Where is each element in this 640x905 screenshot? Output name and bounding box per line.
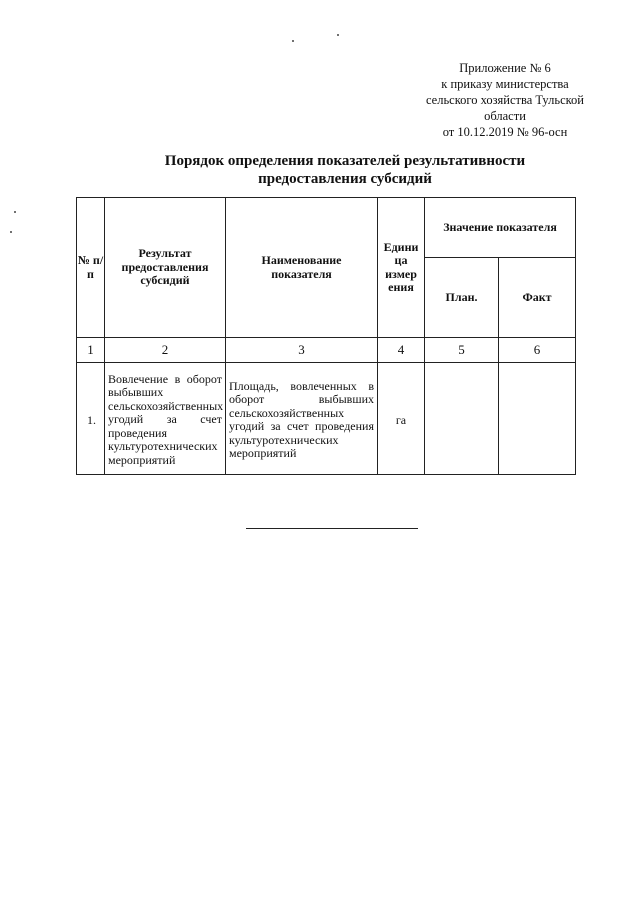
appendix-region: области (484, 109, 526, 123)
header-num: № п/п (77, 198, 105, 338)
scan-speck (10, 231, 12, 233)
closing-line (246, 528, 418, 529)
row-plan (425, 363, 499, 475)
column-number: 4 (378, 338, 425, 363)
scan-speck (337, 34, 339, 36)
row-unit (378, 363, 425, 475)
header-fact: Факт (499, 258, 576, 338)
appendix-header (390, 60, 620, 140)
row-number (77, 363, 105, 475)
appendix-date-number: от 10.12.2019 № 96-осн (442, 125, 568, 139)
table-row (77, 363, 576, 475)
header-plan: План. (425, 258, 499, 338)
column-number: 3 (226, 338, 378, 363)
scan-speck (14, 211, 16, 213)
column-number: 5 (425, 338, 499, 363)
table-header-row (77, 198, 576, 258)
scan-speck (292, 40, 294, 42)
title-line-1: Порядок определения показателей результативности (164, 153, 526, 169)
appendix-number: Приложение № 6 (459, 61, 551, 75)
column-numbers-row (77, 338, 576, 363)
header-indicator-value: Значение показателя (425, 198, 576, 258)
header-unit: Едини ца измер ения (378, 198, 425, 338)
column-number: 6 (499, 338, 576, 363)
document-title (60, 152, 630, 188)
column-number: 1 (77, 338, 105, 363)
appendix-ministry: сельского хозяйства Тульской (425, 93, 584, 107)
row-result-text: Вовлечение в оборот выбывших сельскохозяйственных угодий за счет проведения культуротехнических мероприятий (108, 371, 224, 467)
row-indicator-name (226, 363, 378, 475)
header-indicator-name: Наименование показателя (226, 198, 378, 338)
column-number: 2 (105, 338, 226, 363)
appendix-order-ref: к приказу министерства (441, 77, 569, 91)
row-indicator-name-text: Площадь, вовлеченных в оборот выбывших сельскохозяйственных угодий за счет проведения культуротехнических мероприятий (229, 378, 374, 460)
row-result (105, 363, 226, 475)
row-number-text: 1. (87, 412, 96, 427)
row-fact (499, 363, 576, 475)
indicators-table (76, 197, 576, 475)
title-line-2: предоставления субсидий (258, 171, 432, 187)
row-unit-text: га (395, 413, 407, 428)
header-result: Результат предоставления субсидий (105, 198, 226, 338)
